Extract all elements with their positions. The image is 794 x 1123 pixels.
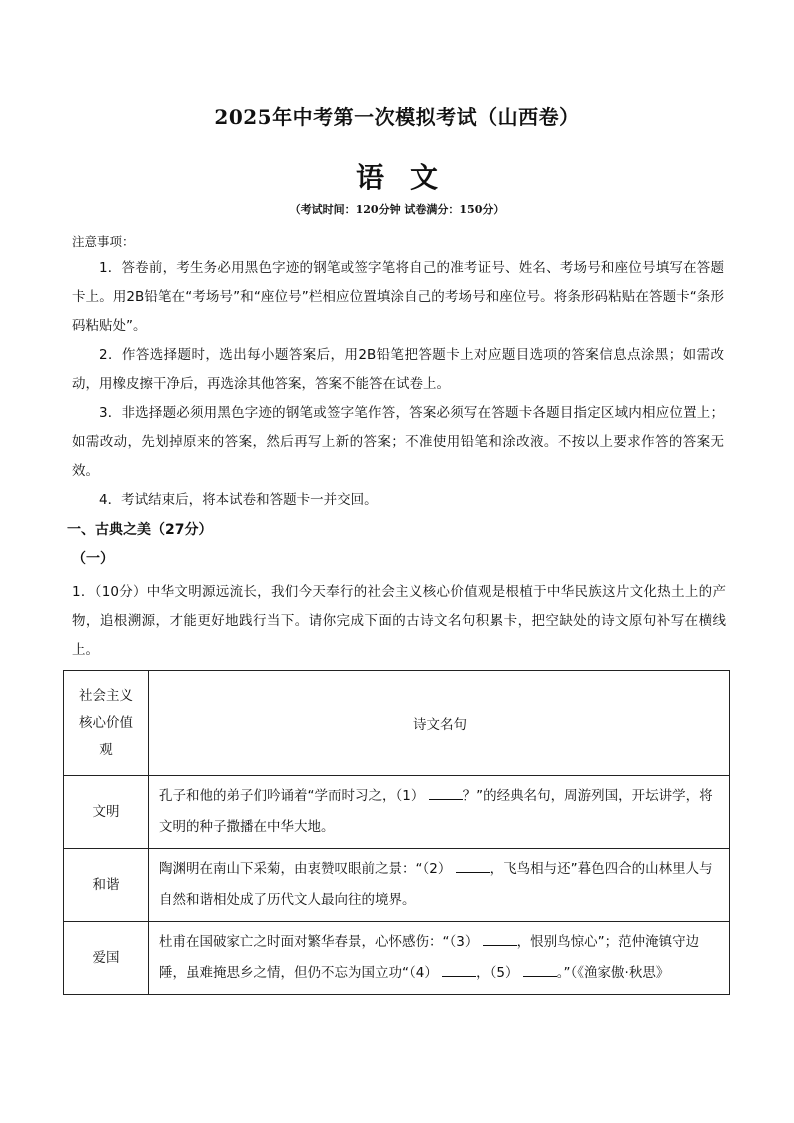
note-item-2: 2．作答选择题时，选出每小题答案后，用2B铅笔把答题卡上对应题目选项的答案信息点涂黑；如需改动，用橡皮擦干净后，再选涂其他答案，答案不能答在试卷上。: [72, 347, 724, 392]
row-label: 爱国: [64, 922, 149, 995]
row-text-part: 孔子和他的弟子们吟诵着“学而时习之，（1）: [159, 788, 425, 804]
row-text-part: 陶渊明在南山下采菊，由衷赞叹眼前之景：“（2）: [159, 861, 452, 877]
row-text: [149, 922, 730, 995]
row-text: [149, 776, 730, 849]
header-col-values-line: 观: [99, 741, 113, 758]
table-row: [64, 776, 730, 849]
header-col-verses: 诗文名句: [149, 671, 730, 776]
exam-info: （考试时间：120分钟 试卷满分：150分）: [289, 203, 505, 216]
table-header-row: [64, 671, 730, 776]
section-heading: 一、古典之美（27分）: [67, 522, 213, 538]
row-text-part: ，飞鸟相与还”暮色四合的山林里人与自然和谐相处成了历代文人最向往的境界。: [159, 861, 713, 908]
row-text-part: ，恨别鸟惊心”；范仲淹镇守边陲，虽难掩思乡之情，但仍不忘为国立功“（4）: [159, 934, 700, 981]
answer-blank-3[interactable]: [483, 931, 517, 946]
poetry-table: [63, 670, 730, 995]
notes-heading: 注意事项：: [72, 234, 135, 249]
subsection-heading: （一）: [72, 551, 114, 567]
header-col-values: [64, 671, 149, 776]
row-text: [149, 849, 730, 922]
notes-list: [72, 254, 724, 515]
header-col-values-line: 核心价值: [79, 714, 133, 731]
question-1: 1．（10分）中华文明源远流长，我们今天奉行的社会主义核心价值观是根植于中华民族这片文化热土上的产物，追根溯源，才能更好地践行当下。请你完成下面的古诗文名句积累卡，把空缺处的诗文原句补写在横线上。: [72, 584, 726, 658]
table-row: [64, 849, 730, 922]
row-label: 和谐: [64, 849, 149, 922]
row-text-part: 杜甫在国破家亡之时面对繁华春景，心怀感伤：“（3）: [159, 934, 479, 950]
note-item-1: 1．答卷前，考生务必用黑色字迹的钢笔或签字笔将自己的准考证号、姓名、考场号和座位号填写在答题卡上。用2B铅笔在“考场号”和“座位号”栏相应位置填涂自己的考场号和座位号。将条形码粘贴在答题卡“条形码粘贴处”。: [72, 260, 724, 334]
row-text-part: 。”（《渔家傲·秋思》: [556, 965, 670, 981]
row-text-part: ？”的经典名句，周游列国，开坛讲学，将文明的种子撒播在中华大地。: [159, 788, 713, 835]
row-label: 文明: [64, 776, 149, 849]
note-item-3: 3．非选择题必须用黑色字迹的钢笔或签字笔作答，答案必须写在答题卡各题目指定区域内相应位置上；如需改动，先划掉原来的答案，然后再写上新的答案；不准使用铅笔和涂改液。不按以上要求作答的答案无效。: [72, 405, 724, 479]
table-row: [64, 922, 730, 995]
answer-blank-5[interactable]: [523, 962, 557, 977]
exam-title: 2025年中考第一次模拟考试（山西卷）: [214, 105, 580, 129]
header-col-values-line: 社会主义: [79, 687, 133, 704]
answer-blank-2[interactable]: [456, 858, 490, 873]
answer-blank-4[interactable]: [442, 962, 476, 977]
subject-title: 语文: [355, 161, 464, 194]
row-text-part: ，（5）: [476, 965, 519, 981]
note-item-4: 4．考试结束后，将本试卷和答题卡一并交回。: [99, 492, 378, 508]
answer-blank-1[interactable]: [429, 785, 463, 800]
